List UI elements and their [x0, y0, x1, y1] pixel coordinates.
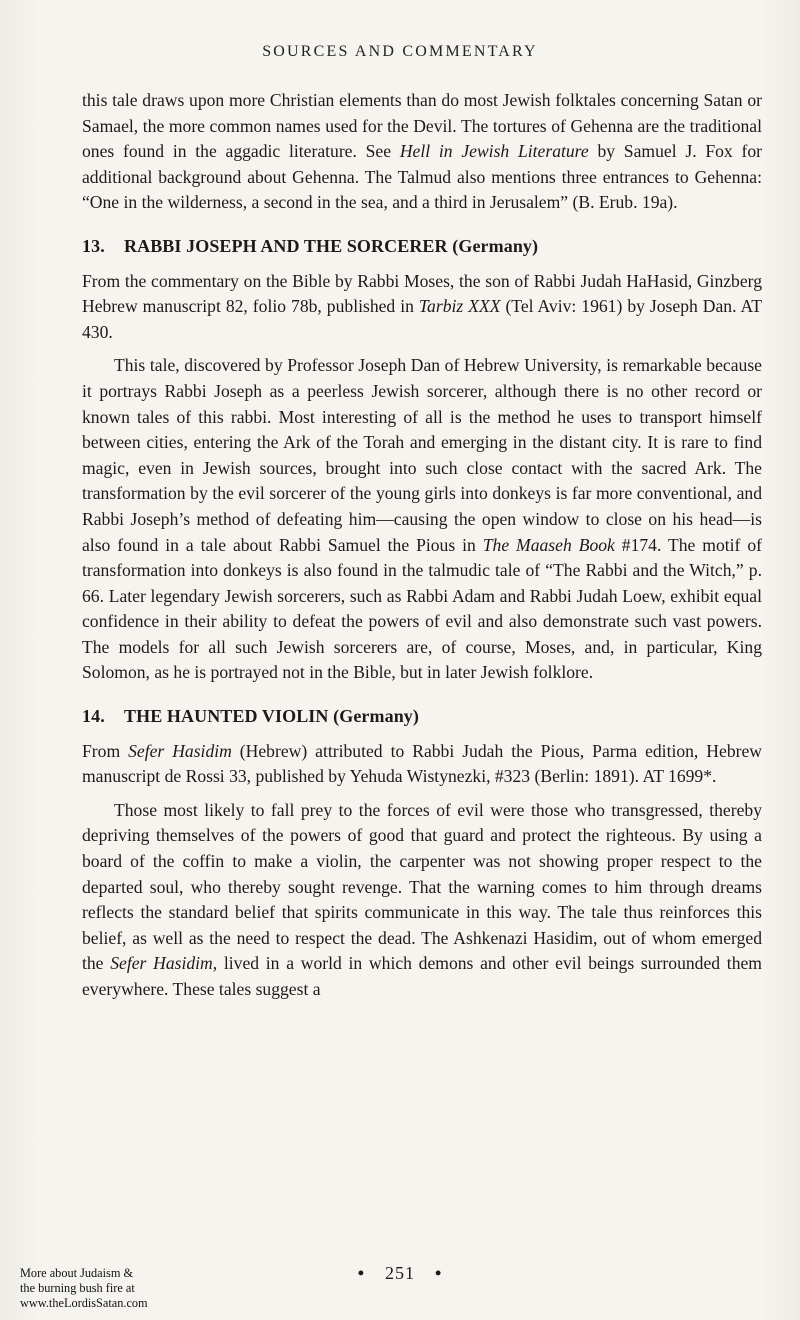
text-run: From [82, 740, 129, 761]
section-14-number: 14. [82, 706, 105, 727]
intro-paragraph [82, 88, 762, 216]
italic-title: Sefer Hasidim [110, 953, 213, 974]
italic-title: Hell in Jewish Literature [399, 141, 589, 162]
text-run: This tale, discovered by Professor Joseph Dan of Hebrew University, is remarkable because it portrays Rabbi Joseph as a peerless Jewish sorcerer, although there is no other record or known tales of this rabbi. Most interesting of all is the method he uses to transport himself between cities, entering the Ark of the Torah and emerging in the distant city. It is rare to find magic, even in Jewish sources, brought into such close contact with the sacred Ark. The transformation by the evil sorcerer of the young girls into donkeys is far more conventional, and Rabbi Joseph’s method of defeating him—causing the open window to close on his head—is also found in a tale about Rabbi Samuel the Pious in [82, 355, 762, 555]
section-13-number: 13. [82, 235, 105, 256]
page-number: 251 [385, 1263, 415, 1283]
folio-dot-right: • [435, 1263, 443, 1283]
section-13-heading [82, 234, 762, 260]
section-13-place: (Germany) [452, 235, 539, 256]
running-head: SOURCES AND COMMENTARY [262, 43, 538, 60]
italic-title: Sefer Hasidim [128, 740, 232, 761]
section-13-commentary [82, 353, 762, 686]
text-run: , lived in a world in which demons and other evil beings surrounded them everywhere. These tales suggest a [82, 953, 762, 999]
text-run: this tale draws upon more Christian elements than do most Jewish folktales concerning Satan or Samael, the more common names used for the Devil. The tortures of Gehenna are the traditional ones found in the aggadic literature. See [82, 90, 762, 162]
text-run: (Tel Aviv: 1961) by Joseph Dan. AT 430. [82, 296, 763, 342]
footer-watermark-note [20, 1266, 180, 1311]
italic-title: Tarbiz XXX [418, 296, 501, 317]
text-run: #174. The motif of transformation into donkeys is also found in the talmudic tale of “The Rabbi and the Witch,” p. 66. Later legendary Jewish sorcerers, such as Rabbi Adam and Rabbi Judah Loew, exhibit equal confidence in their ability to defeat the powers of evil and also demonstrate such vast powers. The models for all such Jewish sorcerers are, of course, Moses, and, in particular, King Solomon, as he is portrayed not in the Bible, but in later Jewish folklore. [82, 534, 762, 683]
text-run: by Samuel J. Fox for additional background about Gehenna. The Talmud also mentions three entrances to Gehenna: “One in the wilderness, a second in the sea, and a third in Jerusalem” (B. Erub. 19a). [82, 141, 763, 213]
footer-note-line: the burning bush fire at [20, 1281, 135, 1295]
footer-note-line: More about Judaism & [20, 1266, 134, 1280]
folio-dot-left: • [357, 1263, 365, 1283]
text-run: Those most likely to fall prey to the forces of evil were those who transgressed, thereby depriving themselves of the powers of good that guard and protect the righteous. By using a board of the coffin to make a violin, the carpenter was not showing proper respect to the departed soul, who thereby sought revenge. That the warning comes to him through dreams reflects the standard belief that spirits communicate in this way. The tale thus reinforces this belief, as well as the need to respect the dead. The Ashkenazi Hasidim, out of whom emerged the [82, 799, 762, 974]
section-13-title: RABBI JOSEPH AND THE SORCERER [124, 235, 448, 256]
section-14-source [82, 739, 762, 790]
section-14-heading [82, 704, 762, 730]
italic-title: The Maaseh Book [482, 534, 615, 555]
section-14-commentary [82, 798, 762, 1003]
text-run: From the commentary on the Bible by Rabbi Moses, the son of Rabbi Judah HaHasid, Ginzberg Hebrew manuscript 82, folio 78b, published in [82, 270, 762, 317]
section-14-place: (Germany) [333, 706, 419, 727]
body-text [82, 88, 762, 1003]
footer-note-link[interactable]: www.theLordisSatan.com [20, 1296, 148, 1310]
section-14-title: THE HAUNTED VIOLIN [124, 706, 329, 727]
section-13-source [82, 269, 762, 346]
text-run: (Hebrew) attributed to Rabbi Judah the Pious, Parma edition, Hebrew manuscript de Rossi 33, published by Yehuda Wistynezki, #323 (Berlin: 1891). AT 1699*. [82, 740, 762, 787]
